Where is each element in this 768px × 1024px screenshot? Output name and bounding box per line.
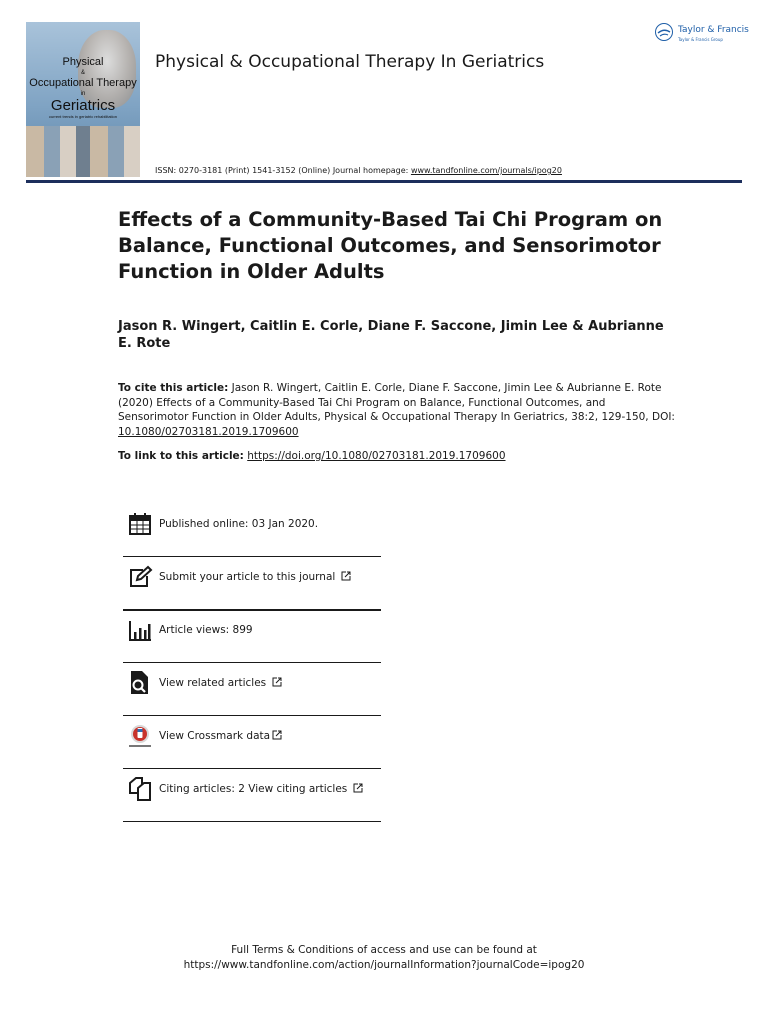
published-online-label: Published online: 03 Jan 2020. — [159, 518, 319, 530]
bar-chart-icon — [127, 617, 153, 643]
journal-cover-image — [26, 22, 140, 177]
cover-photo-strip — [26, 126, 140, 177]
published-online-item — [123, 503, 381, 557]
cover-title-line: Occupational Therapy — [29, 77, 137, 89]
external-link-icon — [272, 677, 282, 687]
journal-title: Physical & Occupational Therapy In Geriatrics — [155, 52, 545, 72]
publisher-name: Taylor & Francis — [678, 25, 749, 35]
external-link-icon — [353, 783, 363, 793]
link-label: To link to this article: — [118, 450, 244, 462]
cover-title-line: & — [80, 70, 85, 76]
publisher-logo-icon — [655, 23, 673, 41]
search-document-icon — [127, 670, 153, 696]
terms-text: Full Terms & Conditions of access and use can be found at — [231, 944, 537, 956]
submit-article-item[interactable] — [123, 556, 381, 611]
cite-text: Jason R. Wingert, Caitlin E. Corle, Diane F. Saccone, Jimin Lee & Aubrianne E. Rote (2020) Effects of a Community-Based Tai Chi Program on Balance, Functional Outcomes, and Sensorimotor Function in Older Adults, Physical & Occupational Therapy In Geriatrics, 38:2, 129-150, DOI: — [118, 382, 675, 423]
journal-homepage-link[interactable]: www.tandfonline.com/journals/ipog20 — [410, 166, 562, 175]
article-link-block — [118, 450, 678, 462]
crossmark-icon — [127, 723, 153, 749]
article-title: Effects of a Community-Based Tai Chi Program on Balance, Functional Outcomes, and Sensorimotor Function in Older Adults — [118, 208, 663, 283]
external-link-icon — [272, 730, 282, 740]
cite-label: To cite this article: — [118, 382, 229, 394]
crossmark-label — [159, 730, 282, 742]
cover-title-line: Physical — [62, 56, 104, 68]
submit-article-text: Submit your article to this journal — [159, 571, 336, 583]
citing-articles-text: Citing articles: 2 View citing articles — [159, 783, 348, 795]
doi-link[interactable]: 10.1080/02703181.2019.1709600 — [118, 425, 299, 438]
external-link-icon — [341, 571, 351, 581]
crossmark-item[interactable] — [123, 715, 381, 769]
citing-articles-label — [159, 783, 363, 795]
article-views-label: Article views: 899 — [159, 624, 253, 636]
citation-block — [118, 381, 678, 439]
cover-tagline: current trends in geriatric rehabilitation — [48, 114, 118, 119]
submit-article-label — [159, 571, 351, 583]
related-articles-item[interactable] — [123, 662, 381, 716]
calendar-icon — [127, 511, 153, 537]
publisher-group: Taylor & Francis Group — [678, 37, 723, 42]
edit-icon — [127, 564, 153, 590]
publisher-logo — [655, 22, 755, 48]
issn-text: ISSN: 0270-3181 (Print) 1541-3152 (Online) Journal homepage: — [155, 166, 409, 175]
crossmark-text: View Crossmark data — [159, 730, 271, 742]
article-doi-url-link[interactable]: https://doi.org/10.1080/02703181.2019.1709600 — [247, 450, 506, 462]
terms-url[interactable]: https://www.tandfonline.com/action/journalInformation?journalCode=ipog20 — [183, 959, 585, 971]
cover-title-line: in — [80, 91, 86, 97]
issn-line — [155, 166, 562, 175]
cover-title-line: Geriatrics — [50, 97, 116, 114]
citing-articles-icon — [127, 776, 153, 802]
terms-footer — [0, 943, 768, 973]
article-views-item — [123, 609, 381, 663]
citing-articles-item[interactable] — [123, 768, 381, 822]
article-authors: Jason R. Wingert, Caitlin E. Corle, Diane F. Saccone, Jimin Lee & Aubrianne E. Rote — [118, 319, 664, 351]
header-rule — [26, 180, 742, 183]
related-articles-text: View related articles — [159, 677, 267, 689]
related-articles-label — [159, 677, 282, 689]
